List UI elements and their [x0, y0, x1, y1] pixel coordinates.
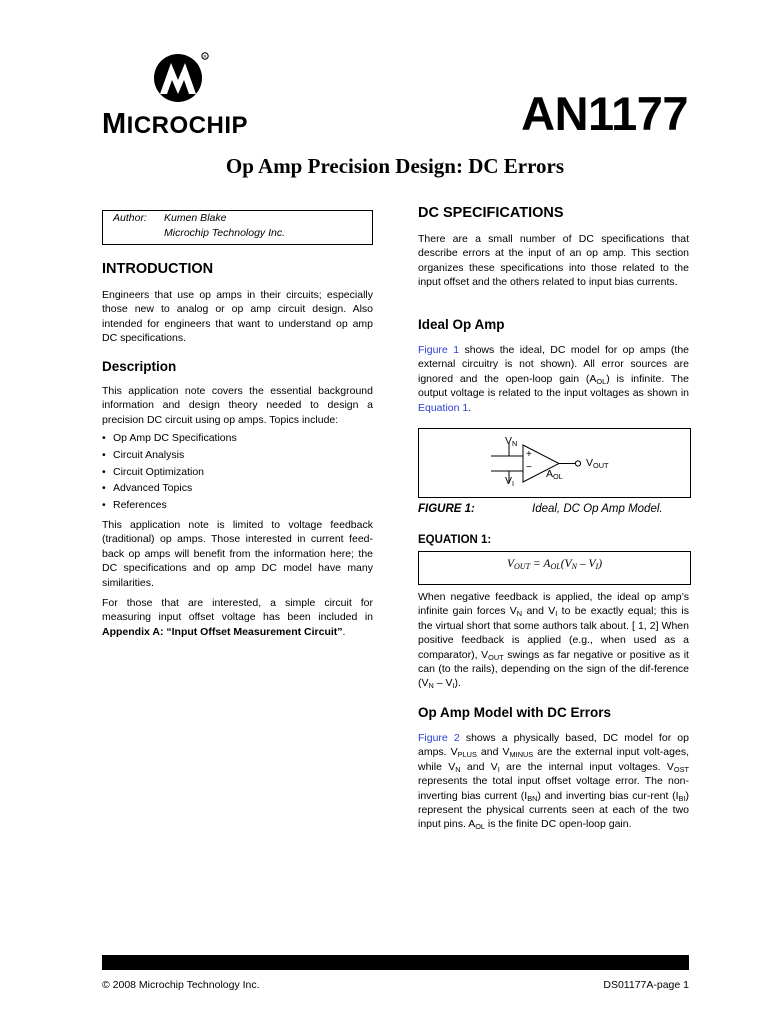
- footer-copyright: © 2008 Microchip Technology Inc.: [102, 979, 260, 991]
- list-item: • References: [102, 498, 373, 515]
- page-title: Op Amp Precision Design: DC Errors: [225, 154, 565, 178]
- label-plus: +: [526, 449, 532, 460]
- equation-1-box: [418, 551, 691, 585]
- equation-1-link[interactable]: Equation 1: [418, 401, 469, 414]
- dc-specifications-text: There are a small number of DC specifications that describe errors at the input of an op amp. This section organizes these specifications into those related to the input offset and the others related to input bias currents.: [418, 233, 689, 289]
- list-item: • Advanced Topics: [102, 481, 373, 498]
- description-heading: Description: [102, 359, 177, 374]
- author-label: Author:: [113, 212, 147, 224]
- scope-text: This application note is limited to voltage feedback (traditional) op amps. Those interested in current feed-back op amps will benefit from the information here; the DC specifications and op amp DC model have many similarities.: [102, 519, 373, 589]
- document-number: AN1177: [521, 87, 688, 140]
- label-vn: $V_N$: [505, 435, 518, 448]
- label-vout: $V_{OUT}$: [586, 457, 609, 470]
- label-minus: −: [526, 462, 532, 473]
- label-aol: $A_{OL}$: [546, 468, 563, 481]
- svg-text:R: R: [203, 54, 207, 59]
- figure-1-link[interactable]: Figure 1: [418, 344, 460, 356]
- author-box: [102, 210, 373, 245]
- introduction-text: Engineers that use op amps in their circuits; especially those new to analog or op amp circuit design. Also intended for engineers that want to understand op amp DC specifications.: [102, 289, 373, 345]
- microchip-logo: [102, 50, 262, 140]
- equation-1-label: EQUATION 1:: [418, 534, 492, 546]
- ideal-op-amp-text: Figure 1 shows the ideal, DC model for op amps (the external circuitry is not shown). All error sources are ignored and the open-loop gain $(A_{OL})$ is infinite. The output voltage is related to the input voltages as shown in Equation 1.: [418, 344, 689, 414]
- figure-1-caption-number: FIGURE 1:: [418, 503, 475, 515]
- description-text: This application note covers the essential background information and design theory needed to design a precision DC circuit using op amps. Topics include:: [102, 385, 373, 426]
- list-item: • Op Amp DC Specifications: [102, 431, 373, 448]
- figure-1-caption-text: Ideal, DC Op Amp Model.: [532, 503, 663, 515]
- negative-feedback-text: When negative feedback is applied, the ideal op amp’s infinite gain forces $V_N$ and $V_I$ to be exactly equal; this is the virtual short that some authors talk about. [ 1, 2] When positive feedback is applied (e.g., when used as a comparator), $V_{OUT}$ swings as far negative or positive as it can (to the rails), depending on the sign of the dif-ference $(V_N - V_I)$.: [418, 591, 689, 691]
- model-dc-errors-text: Figure 2 shows a physically based, DC model for op amps. $V_{PLUS}$ and $V_{MINUS}$ are the external input volt-ages, while $V_N$ and $V_I$ are the internal input voltages. $V_{OST}$ represents the total input offset voltage error. The non-inverting bias current $(I_{BN})$ and inverting bias cur-rent $(I_{BI})$ represent the physical currents seen at each of the two input pins. $A_{OL}$ is the finite DC open-loop gain.: [418, 732, 689, 832]
- footer-bar: [102, 955, 689, 970]
- ideal-op-amp-heading: Ideal Op Amp: [418, 317, 505, 332]
- appendix-reference: Appendix A: “Input Offset Measurement Circuit”: [102, 625, 343, 638]
- author-name: Kumen Blake: [164, 212, 227, 224]
- dc-specifications-heading: DC SPECIFICATIONS: [418, 205, 564, 221]
- figure-2-link[interactable]: Figure 2: [418, 732, 460, 744]
- brand-wordmark: MICROCHIP: [102, 108, 249, 140]
- figure-1-box: [418, 428, 691, 498]
- list-item: • Circuit Analysis: [102, 448, 373, 465]
- microchip-logo-icon: [150, 50, 212, 102]
- model-dc-errors-heading: Op Amp Model with DC Errors: [418, 705, 612, 720]
- equation-1-formula: $V_{OUT} = A_{OL}(V_N - V_I)$: [506, 558, 603, 571]
- appendix-text: For those that are interested, a simple circuit for measuring input offset voltage has been included in Appendix A: “Input Offset Measurement Circuit”.: [102, 597, 373, 638]
- author-company: Microchip Technology Inc.: [164, 227, 286, 239]
- list-item: • Circuit Optimization: [102, 465, 373, 482]
- footer-page-number: DS01177A-page 1: [603, 979, 689, 991]
- label-vi: $V_I$: [505, 475, 515, 488]
- introduction-heading: INTRODUCTION: [102, 261, 214, 277]
- op-amp-diagram: [419, 429, 690, 497]
- topics-list: [102, 431, 373, 515]
